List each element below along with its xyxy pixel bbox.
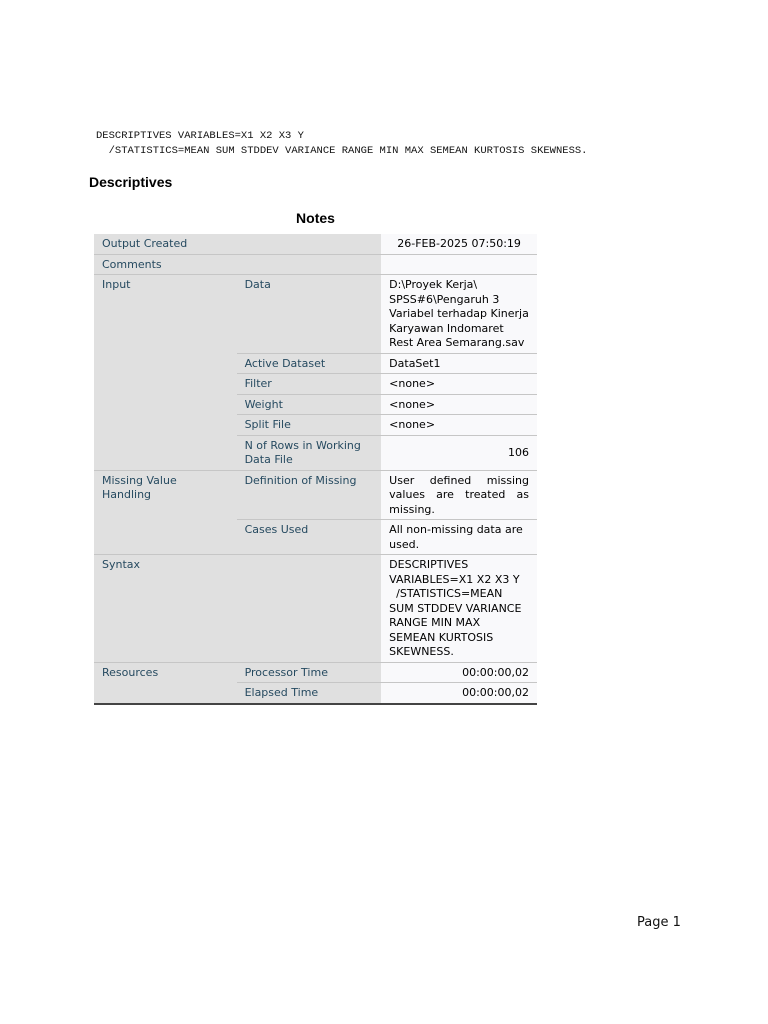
data-value: D:\Proyek Kerja\ SPSS#6\Pengaruh 3 Variabel terhadap Kinerja Karyawan Indomaret Rest Area Semarang.sav [381, 275, 537, 354]
active-dataset-label: Active Dataset [237, 353, 382, 374]
processor-time-label: Processor Time [237, 662, 382, 683]
missing-value-handling-label: Missing Value Handling [94, 470, 237, 555]
cases-used-value: All non-missing data are used. [381, 520, 537, 555]
syntax-line-2: /STATISTICS=MEAN SUM STDDEV VARIANCE RANGE MIN MAX SEMEAN KURTOSIS SKEWNESS. [96, 145, 588, 157]
table-row [94, 234, 537, 254]
table-row [94, 662, 537, 683]
notes-table-title: Notes [296, 210, 335, 226]
syntax-line-1: DESCRIPTIVES VARIABLES=X1 X2 X3 Y [96, 130, 304, 142]
syntax-block [96, 129, 587, 159]
weight-label: Weight [237, 394, 382, 415]
data-label: Data [237, 275, 382, 354]
comments-value [381, 254, 537, 275]
table-row [94, 555, 537, 663]
split-file-label: Split File [237, 415, 382, 436]
active-dataset-value: DataSet1 [381, 353, 537, 374]
elapsed-time-value: 00:00:00,02 [381, 683, 537, 704]
input-label: Input [94, 275, 237, 471]
definition-of-missing-label: Definition of Missing [237, 470, 382, 520]
comments-label: Comments [94, 254, 381, 275]
table-row [94, 275, 537, 354]
definition-of-missing-value: User defined missing values are treated as missing. [381, 470, 537, 520]
syntax-value-line-2: /STATISTICS=MEAN SUM STDDEV VARIANCE RANGE MIN MAX SEMEAN KURTOSIS SKEWNESS. [389, 587, 525, 658]
processor-time-value: 00:00:00,02 [381, 662, 537, 683]
split-file-value: <none> [381, 415, 537, 436]
syntax-value-line-1: DESCRIPTIVES VARIABLES=X1 X2 X3 Y [389, 558, 520, 586]
page-number: Page 1 [637, 915, 681, 930]
filter-value: <none> [381, 374, 537, 395]
n-rows-value: 106 [381, 435, 537, 470]
output-created-label: Output Created [94, 234, 381, 254]
syntax-label: Syntax [94, 555, 381, 663]
table-row [94, 254, 537, 275]
elapsed-time-label: Elapsed Time [237, 683, 382, 704]
n-rows-label: N of Rows in Working Data File [237, 435, 382, 470]
output-created-value: 26-FEB-2025 07:50:19 [381, 234, 537, 254]
section-heading: Descriptives [89, 174, 173, 190]
cases-used-label: Cases Used [237, 520, 382, 555]
resources-label: Resources [94, 662, 237, 704]
notes-table [94, 234, 537, 705]
syntax-value [381, 555, 537, 663]
weight-value: <none> [381, 394, 537, 415]
table-row [94, 470, 537, 520]
filter-label: Filter [237, 374, 382, 395]
